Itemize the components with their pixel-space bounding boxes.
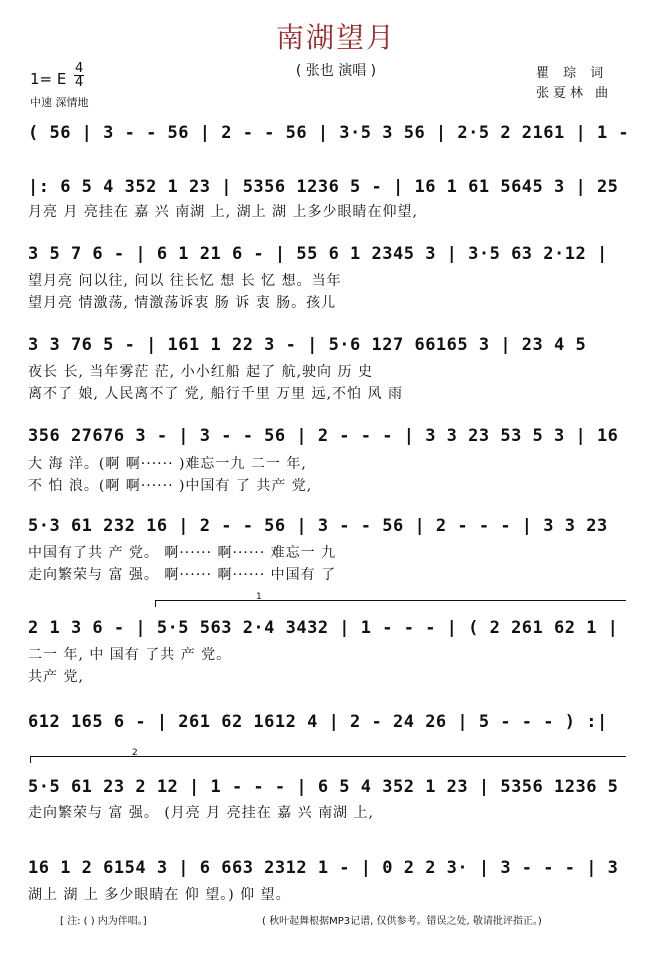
first-ending-bracket [155, 600, 626, 607]
lyric-line: 不 怕 浪。(啊 啊······ )中国有 了 共产 党, [28, 478, 313, 494]
transcriber-disclaimer: ( 秋叶起舞根据MP3记谱, 仅供参考。错误之处, 敬请批评指正。) [262, 916, 542, 927]
performer-credit: ( 张也 演唱 ) [295, 63, 377, 79]
lyric-line: 大 海 洋。(啊 啊······ )难忘一九 二一 年, [28, 456, 307, 472]
song-title: 南湖望月 [275, 21, 396, 54]
tempo-marking: 中速 深情地 [30, 96, 89, 109]
second-ending-label: 2 [132, 748, 138, 758]
staff-line: 2 1 3 6 - | 5·5 563 2·4 3432 | 1 - - - | ( 2 261 62 1 | [28, 618, 619, 638]
key-signature: 1= E [30, 70, 67, 88]
staff-line: ( 56 | 3 - - 56 | 2 - - 56 | 3·5 3 56 | 2·5 2 2161 | 1 - [28, 123, 630, 143]
footnote: [ 注: ( ) 内为伴唱。] [60, 916, 147, 927]
staff-line: 3 5 7 6 - | 6 1 21 6 - | 55 6 1 2345 3 | 3·5 63 2·12 | [28, 244, 608, 264]
lyric-line: 中国有了共 产 党。 啊······ 啊······ 难忘一 九 [28, 545, 337, 561]
lyric-line: 湖上 湖 上 多少眼睛在 仰 望。) 仰 望。 [28, 887, 291, 903]
staff-line: 5·5 61 23 2 12 | 1 - - - | 6 5 4 352 1 23 | 5356 1236 5 [28, 777, 619, 797]
staff-line: 356 27676 3 - | 3 - - 56 | 2 - - - | 3 3 23 53 5 3 | 16 [28, 426, 619, 446]
time-signature [74, 62, 84, 89]
lyric-line: 走向繁荣与 富 强。 啊······ 啊······ 中国有 了 [28, 567, 337, 583]
composer-credit: 张夏林 曲 [536, 86, 613, 101]
lyric-line: 望月亮 情激荡, 情激荡诉衷 肠 诉 衷 肠。孩儿 [28, 295, 337, 311]
staff-line: 3 3 76 5 - | 161 1 22 3 - | 5·6 127 66165 3 | 23 4 5 [28, 335, 587, 355]
first-ending-label: 1 [256, 592, 262, 602]
lyric-line: 夜长 长, 当年雾茫 茫, 小小红船 起了 航,驶向 历 史 [28, 364, 373, 380]
lyric-line: 共产 党, [28, 669, 84, 685]
staff-line: 612 165 6 - | 261 62 1612 4 | 2 - 24 26 | 5 - - - ) :| [28, 712, 608, 732]
lyric-line: 离不了 娘, 人民离不了 党, 船行千里 万里 远,不怕 风 雨 [28, 386, 403, 402]
lyric-line: 望月亮 问以往, 问以 往长忆 想 长 忆 想。当年 [28, 273, 342, 289]
lyricist-credit: 瞿 琮 词 [536, 66, 609, 81]
lyric-line: 二一 年, 中 国有 了共 产 党。 [28, 647, 232, 663]
lyric-line: 走向繁荣与 富 强。 (月亮 月 亮挂在 嘉 兴 南湖 上, [28, 805, 374, 821]
staff-line: 16 1 2 6154 3 | 6 663 2312 1 - | 0 2 2 3· | 3 - - - | 3 [28, 858, 619, 878]
lyric-line: 月亮 月 亮挂在 嘉 兴 南湖 上, 湖上 湖 上多少眼睛在仰望, [28, 204, 418, 220]
time-denominator: 4 [75, 75, 84, 90]
second-ending-bracket [30, 756, 626, 763]
staff-line: |: 6 5 4 352 1 23 | 5356 1236 5 - | 16 1 61 5645 3 | 25 [28, 177, 619, 197]
staff-line: 5·3 61 232 16 | 2 - - 56 | 3 - - 56 | 2 - - - | 3 3 23 [28, 516, 608, 536]
time-numerator: 4 [75, 61, 84, 76]
